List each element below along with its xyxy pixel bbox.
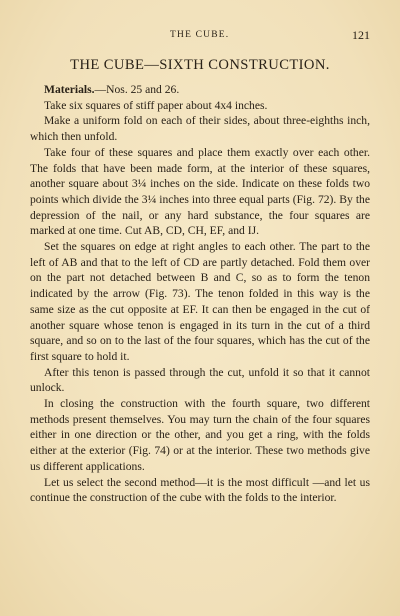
paragraph-1: Take six squares of stiff paper about 4x4 inches. (44, 98, 268, 112)
paragraph-2: Make a uniform fold on each of their sides, about three-eighths inch, which then unfold. (30, 114, 370, 144)
materials-text: —Nos. 25 and 26. (94, 83, 180, 96)
paragraph-4: Set the squares on edge at right angles to each other. The part to the left of AB and that to the left of CD are partly detached. Fold them over on the part not detached between B and C, so as to form the tenon indicated by the arrow (Fig. 73). The tenon folded in this way is the same size as the cut opposite at EF. It can then be engaged in the cut of another square whose tenon is engaged in its turn in the cut of a third square, and so on to the last of the four squares, which has the cut of the first square to hold it. (30, 240, 370, 363)
paragraph-3: Take four of these squares and place them exactly over each other. The folds that have been made form, at the interior of these squares, another square about 3¼ inches on the side. Indicate on these folds two points which divide the 3¼ inches into three equal parts (Fig. 72). By the depression of the nail, or any hard substance, the four squares are marked at one time. Cut AB, CD, CH, EF, and IJ. (30, 145, 370, 238)
paragraph-5: After this tenon is passed through the cut, unfold it so that it cannot unlock. (30, 365, 370, 395)
materials-label: Materials. (44, 83, 95, 96)
running-title: THE CUBE. (170, 30, 230, 40)
body-text (30, 82, 370, 506)
page-number: 121 (352, 28, 370, 42)
running-head (0, 30, 400, 46)
paragraph-6: In closing the construction with the fourth square, two different methods present themselves. You may turn the chain of the four squares either in one direction or the other, and you get a ring, with the folds either at the exterior (Fig. 74) or at the interior. These two methods give us different applications. (30, 397, 370, 473)
paragraph-7: Let us select the second method—it is the most difficult —and let us continue the construction of the cube with the folds to the interior. (30, 475, 370, 505)
chapter-title: THE CUBE—SIXTH CONSTRUCTION. (70, 57, 330, 73)
materials-line (30, 82, 370, 98)
